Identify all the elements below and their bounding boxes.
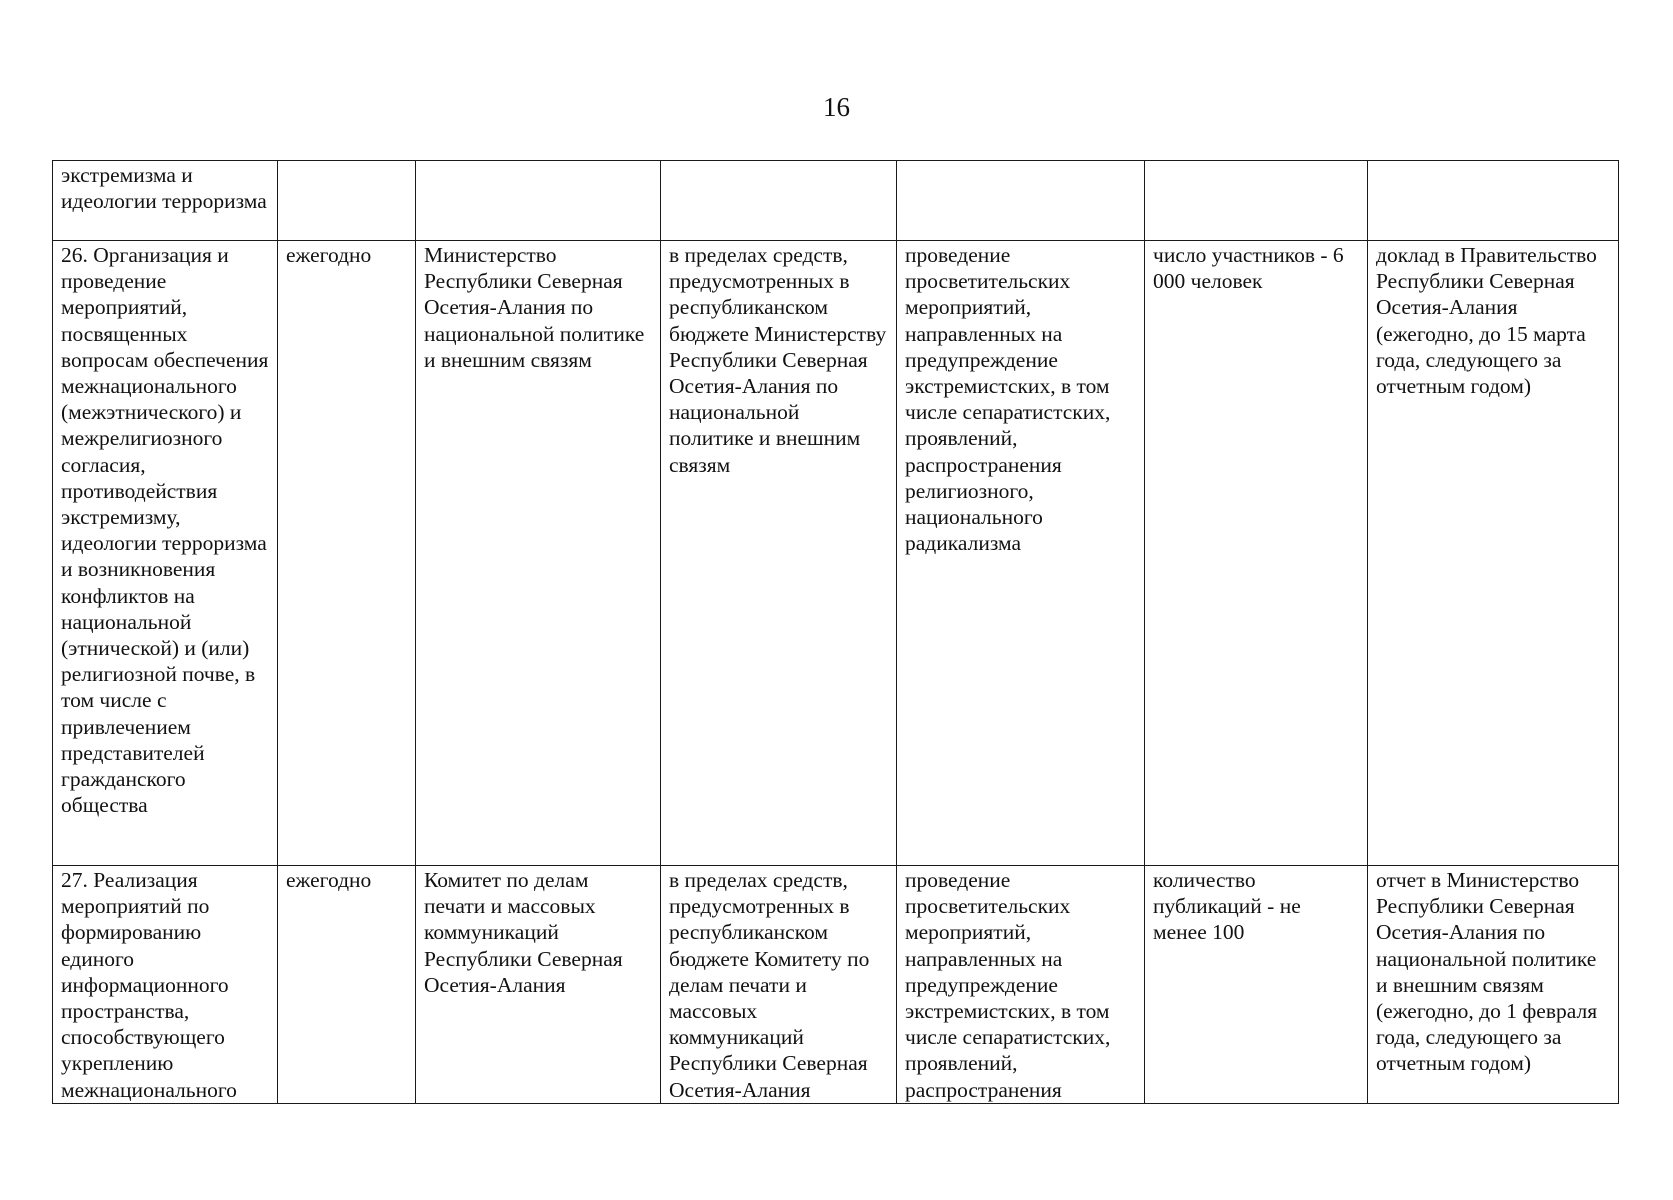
cell-result bbox=[897, 161, 1145, 241]
executor-text: Министерство Республики Северная Осетия-Алания по национальной политике и внешним связям bbox=[424, 243, 645, 372]
cell-period bbox=[278, 241, 416, 866]
indicator-text: число участников - 6 000 человек bbox=[1153, 243, 1344, 294]
cell-indicator bbox=[1145, 161, 1368, 241]
indicator-text: количество публикаций - не менее 100 bbox=[1153, 868, 1301, 945]
report-text: отчет в Министерство Республики Северная Осетия-Алания по национальной политике и внешним связям (ежегодно, до 1 февраля года, следующего за отчетным годом) bbox=[1376, 868, 1598, 1076]
cell-executor bbox=[416, 866, 661, 1104]
cell-result bbox=[897, 866, 1145, 1104]
result-text: проведение просветительских мероприятий, направленных на предупреждение экстремистских, в том числе сепаратистских, проявлений, распространения bbox=[905, 868, 1111, 1102]
cell-result bbox=[897, 241, 1145, 866]
cell-period bbox=[278, 866, 416, 1104]
plan-table bbox=[52, 160, 1619, 1104]
funding-text: в пределах средств, предусмотренных в республиканском бюджете Министерству Республики Северная Осетия-Алания по национальной политике и внешним связям bbox=[669, 243, 887, 477]
executor-text: Комитет по делам печати и массовых коммуникаций Республики Северная Осетия-Алания bbox=[424, 868, 623, 997]
funding-text: в пределах средств, предусмотренных в республиканском бюджете Комитету по делам печати и массовых коммуникаций Республики Северная Осетия-Алания bbox=[669, 868, 870, 1102]
event-text: 27. Реализация мероприятий по формированию единого информационного пространства, способствующего укреплению межнационального bbox=[61, 868, 237, 1102]
cell-funding bbox=[661, 161, 897, 241]
cell-event bbox=[53, 241, 278, 866]
cell-event bbox=[53, 161, 278, 241]
cell-report bbox=[1368, 241, 1619, 866]
result-text: проведение просветительских мероприятий, направленных на предупреждение экстремистских, в том числе сепаратистских, проявлений, распространения религиозного, национального радикализма bbox=[905, 243, 1111, 556]
table-row bbox=[53, 161, 1619, 241]
cell-executor bbox=[416, 161, 661, 241]
period-text: ежегодно bbox=[286, 868, 372, 892]
event-text: экстремизма и идеологии терроризма bbox=[61, 163, 267, 214]
cell-funding bbox=[661, 241, 897, 866]
cell-indicator bbox=[1145, 866, 1368, 1104]
cell-report bbox=[1368, 866, 1619, 1104]
cell-event bbox=[53, 866, 278, 1104]
table-row bbox=[53, 241, 1619, 866]
cell-funding bbox=[661, 866, 897, 1104]
page-number: 16 bbox=[823, 92, 850, 122]
report-text: доклад в Правительство Республики Северная Осетия-Алания (ежегодно, до 15 марта года, следующего за отчетным годом) bbox=[1376, 243, 1597, 399]
cell-indicator bbox=[1145, 241, 1368, 866]
table-row bbox=[53, 866, 1619, 1104]
event-text: 26. Организация и проведение мероприятий, посвященных вопросам обеспечения межнационального (межэтнического) и межрелигиозного согласия, противодействия экстремизму, идеологии терроризма и возникновения конфликтов на национальной (этнической) и (или) религиозной почве, в том числе с привлечением представителей гражданского общества bbox=[61, 243, 269, 818]
cell-period bbox=[278, 161, 416, 241]
cell-report bbox=[1368, 161, 1619, 241]
cell-executor bbox=[416, 241, 661, 866]
period-text: ежегодно bbox=[286, 243, 372, 267]
